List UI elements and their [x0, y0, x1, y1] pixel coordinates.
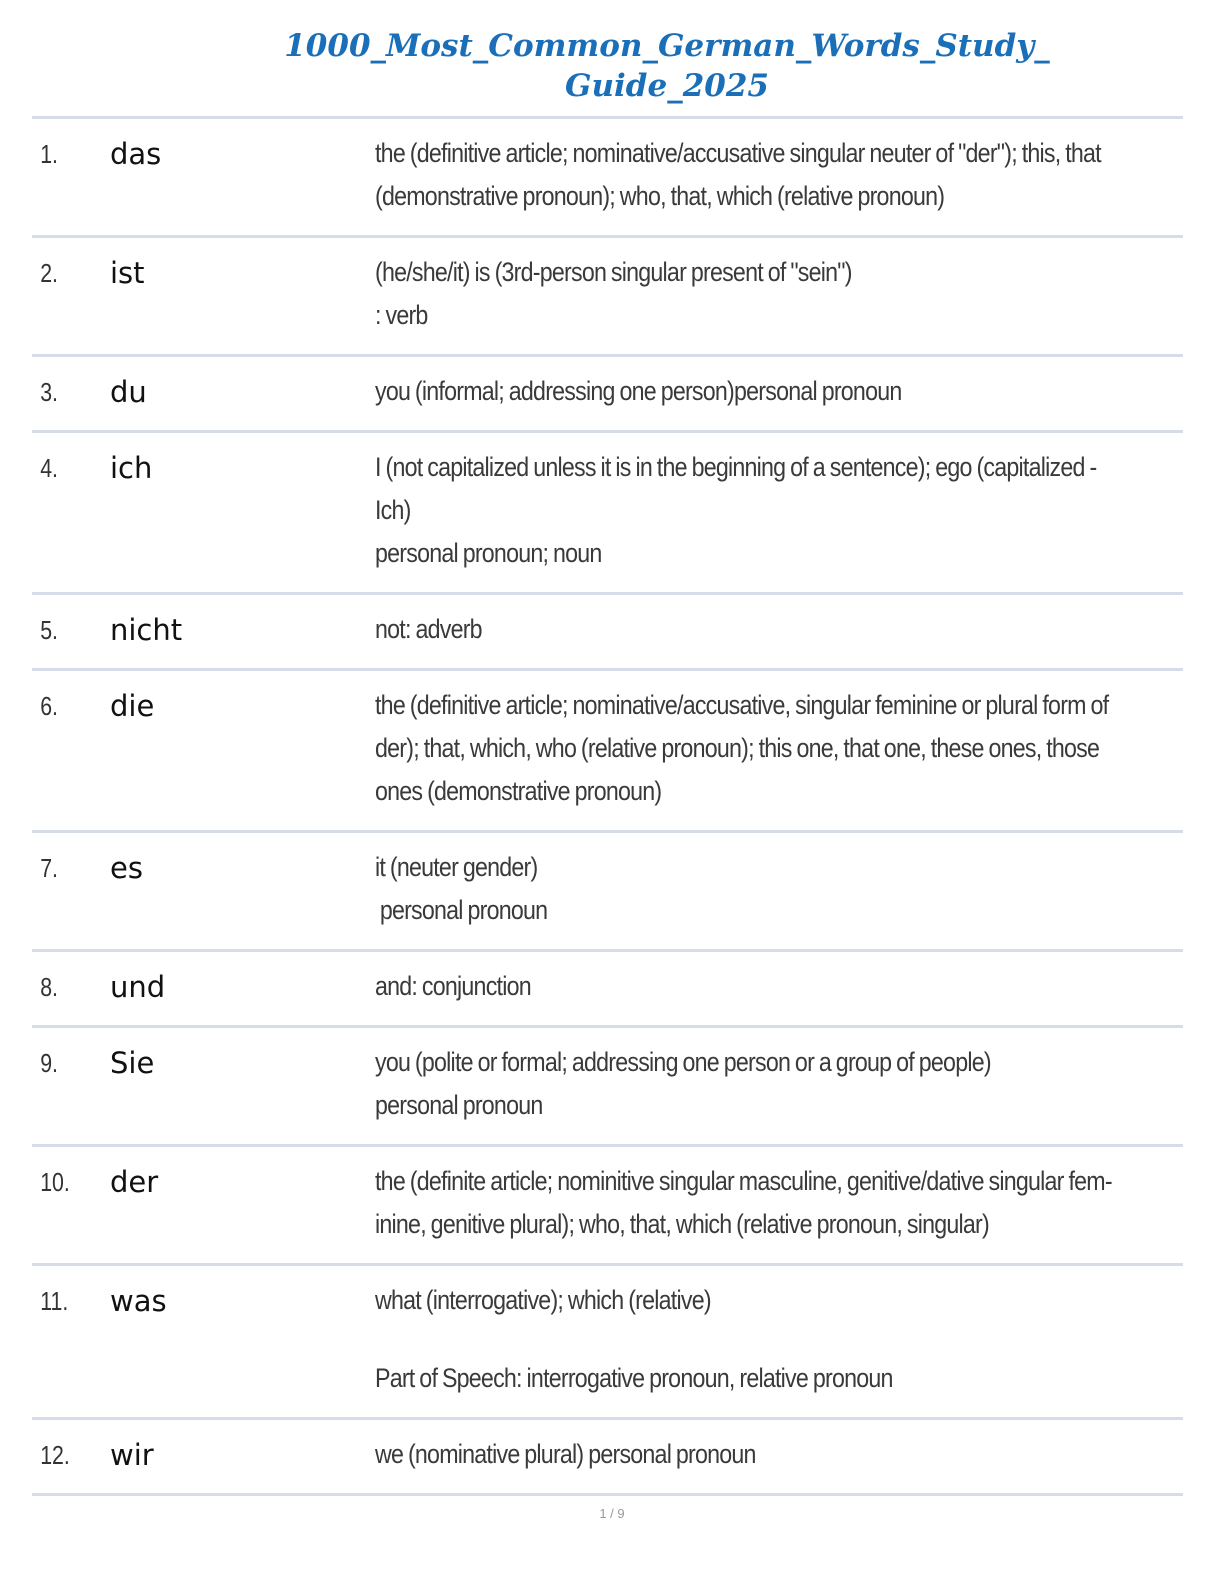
word-entry-row	[32, 595, 1183, 671]
entry-number: 6.	[40, 691, 58, 721]
english-definition	[375, 595, 1175, 668]
german-word: es	[110, 851, 143, 885]
definition-line: we (nominative plural) personal pronoun	[375, 1439, 756, 1469]
definition-line: Ich)	[375, 495, 411, 525]
english-definition	[375, 1147, 1175, 1263]
german-word: was	[110, 1284, 167, 1318]
word-entry-row	[32, 357, 1183, 433]
german-word: der	[110, 1165, 159, 1199]
word-entry-row	[32, 833, 1183, 952]
definition-line: der); that, which, who (relative pronoun); this one, that one, these ones, those	[375, 733, 1100, 763]
entry-number: 12.	[40, 1440, 70, 1470]
english-definition	[375, 357, 1175, 430]
entry-number: 1.	[40, 139, 58, 169]
definition-line: (demonstrative pronoun); who, that, which (relative pronoun)	[375, 181, 945, 211]
word-table	[32, 119, 1183, 1496]
german-word: wir	[110, 1438, 154, 1472]
word-entry-row	[32, 1028, 1183, 1147]
definition-line: : verb	[375, 300, 428, 330]
definition-line: it (neuter gender)	[375, 852, 538, 882]
definition-line: personal pronoun	[375, 1090, 543, 1120]
entry-number: 3.	[40, 377, 58, 407]
definition-line: inine, genitive plural); who, that, which (relative pronoun, singular)	[375, 1209, 989, 1239]
definition-line: you (polite or formal; addressing one person or a group of people)	[375, 1047, 991, 1077]
definition-line: Part of Speech: interrogative pronoun, relative pronoun	[375, 1363, 893, 1393]
english-definition	[375, 433, 1175, 592]
entry-number: 2.	[40, 258, 58, 288]
entry-number: 5.	[40, 615, 58, 645]
english-definition	[375, 952, 1175, 1025]
word-entry-row	[32, 1420, 1183, 1496]
word-entry-row	[32, 433, 1183, 595]
word-entry-row	[32, 671, 1183, 833]
definition-line: not: adverb	[375, 614, 482, 644]
definition-line: ones (demonstrative pronoun)	[375, 776, 662, 806]
english-definition	[375, 1028, 1175, 1144]
definition-line: (he/she/it) is (3rd-person singular present of "sein")	[375, 257, 852, 287]
word-entry-row	[32, 952, 1183, 1028]
english-definition	[375, 238, 1175, 354]
definition-line: personal pronoun; noun	[375, 538, 602, 568]
german-word: nicht	[110, 613, 183, 647]
german-word: ich	[110, 451, 153, 485]
definition-line: personal pronoun	[375, 895, 548, 925]
english-definition	[375, 119, 1175, 235]
entry-number: 9.	[40, 1048, 58, 1078]
word-entry-row	[32, 1266, 1183, 1420]
page-indicator: 1 / 9	[599, 1506, 625, 1521]
entry-number: 4.	[40, 453, 58, 483]
document-title-line-1: 1000_Most_Common_German_Words_Study_	[284, 28, 1050, 64]
german-word: und	[110, 970, 166, 1004]
entry-number: 8.	[40, 972, 58, 1002]
word-entry-row	[32, 119, 1183, 238]
entry-number: 10.	[40, 1167, 70, 1197]
german-word: das	[110, 137, 162, 171]
entry-number: 7.	[40, 853, 58, 883]
definition-line: what (interrogative); which (relative)	[375, 1285, 711, 1315]
german-word: du	[110, 375, 147, 409]
definition-line: the (definite article; nominitive singular masculine, genitive/dative singular fem-	[375, 1166, 1112, 1196]
definition-line: the (definitive article; nominative/accusative, singular feminine or plural form of	[375, 690, 1109, 720]
definition-line: the (definitive article; nominative/accusative singular neuter of "der"); this, that	[375, 138, 1101, 168]
document-title	[200, 26, 1134, 106]
german-word: ist	[110, 256, 145, 290]
entry-number: 11.	[40, 1286, 69, 1316]
german-word: Sie	[110, 1046, 155, 1080]
definition-line	[375, 1322, 1063, 1357]
definition-line: I (not capitalized unless it is in the beginning of a sentence); ego (capitalized -	[375, 452, 1097, 482]
word-entry-row	[32, 1147, 1183, 1266]
english-definition	[375, 1420, 1175, 1493]
definition-line: you (informal; addressing one person)personal pronoun	[375, 376, 902, 406]
document-title-line-2: Guide_2025	[565, 68, 769, 104]
english-definition	[375, 671, 1175, 830]
german-word: die	[110, 689, 155, 723]
definition-line: and: conjunction	[375, 971, 531, 1001]
english-definition	[375, 1266, 1175, 1417]
english-definition	[375, 833, 1175, 949]
word-entry-row	[32, 238, 1183, 357]
